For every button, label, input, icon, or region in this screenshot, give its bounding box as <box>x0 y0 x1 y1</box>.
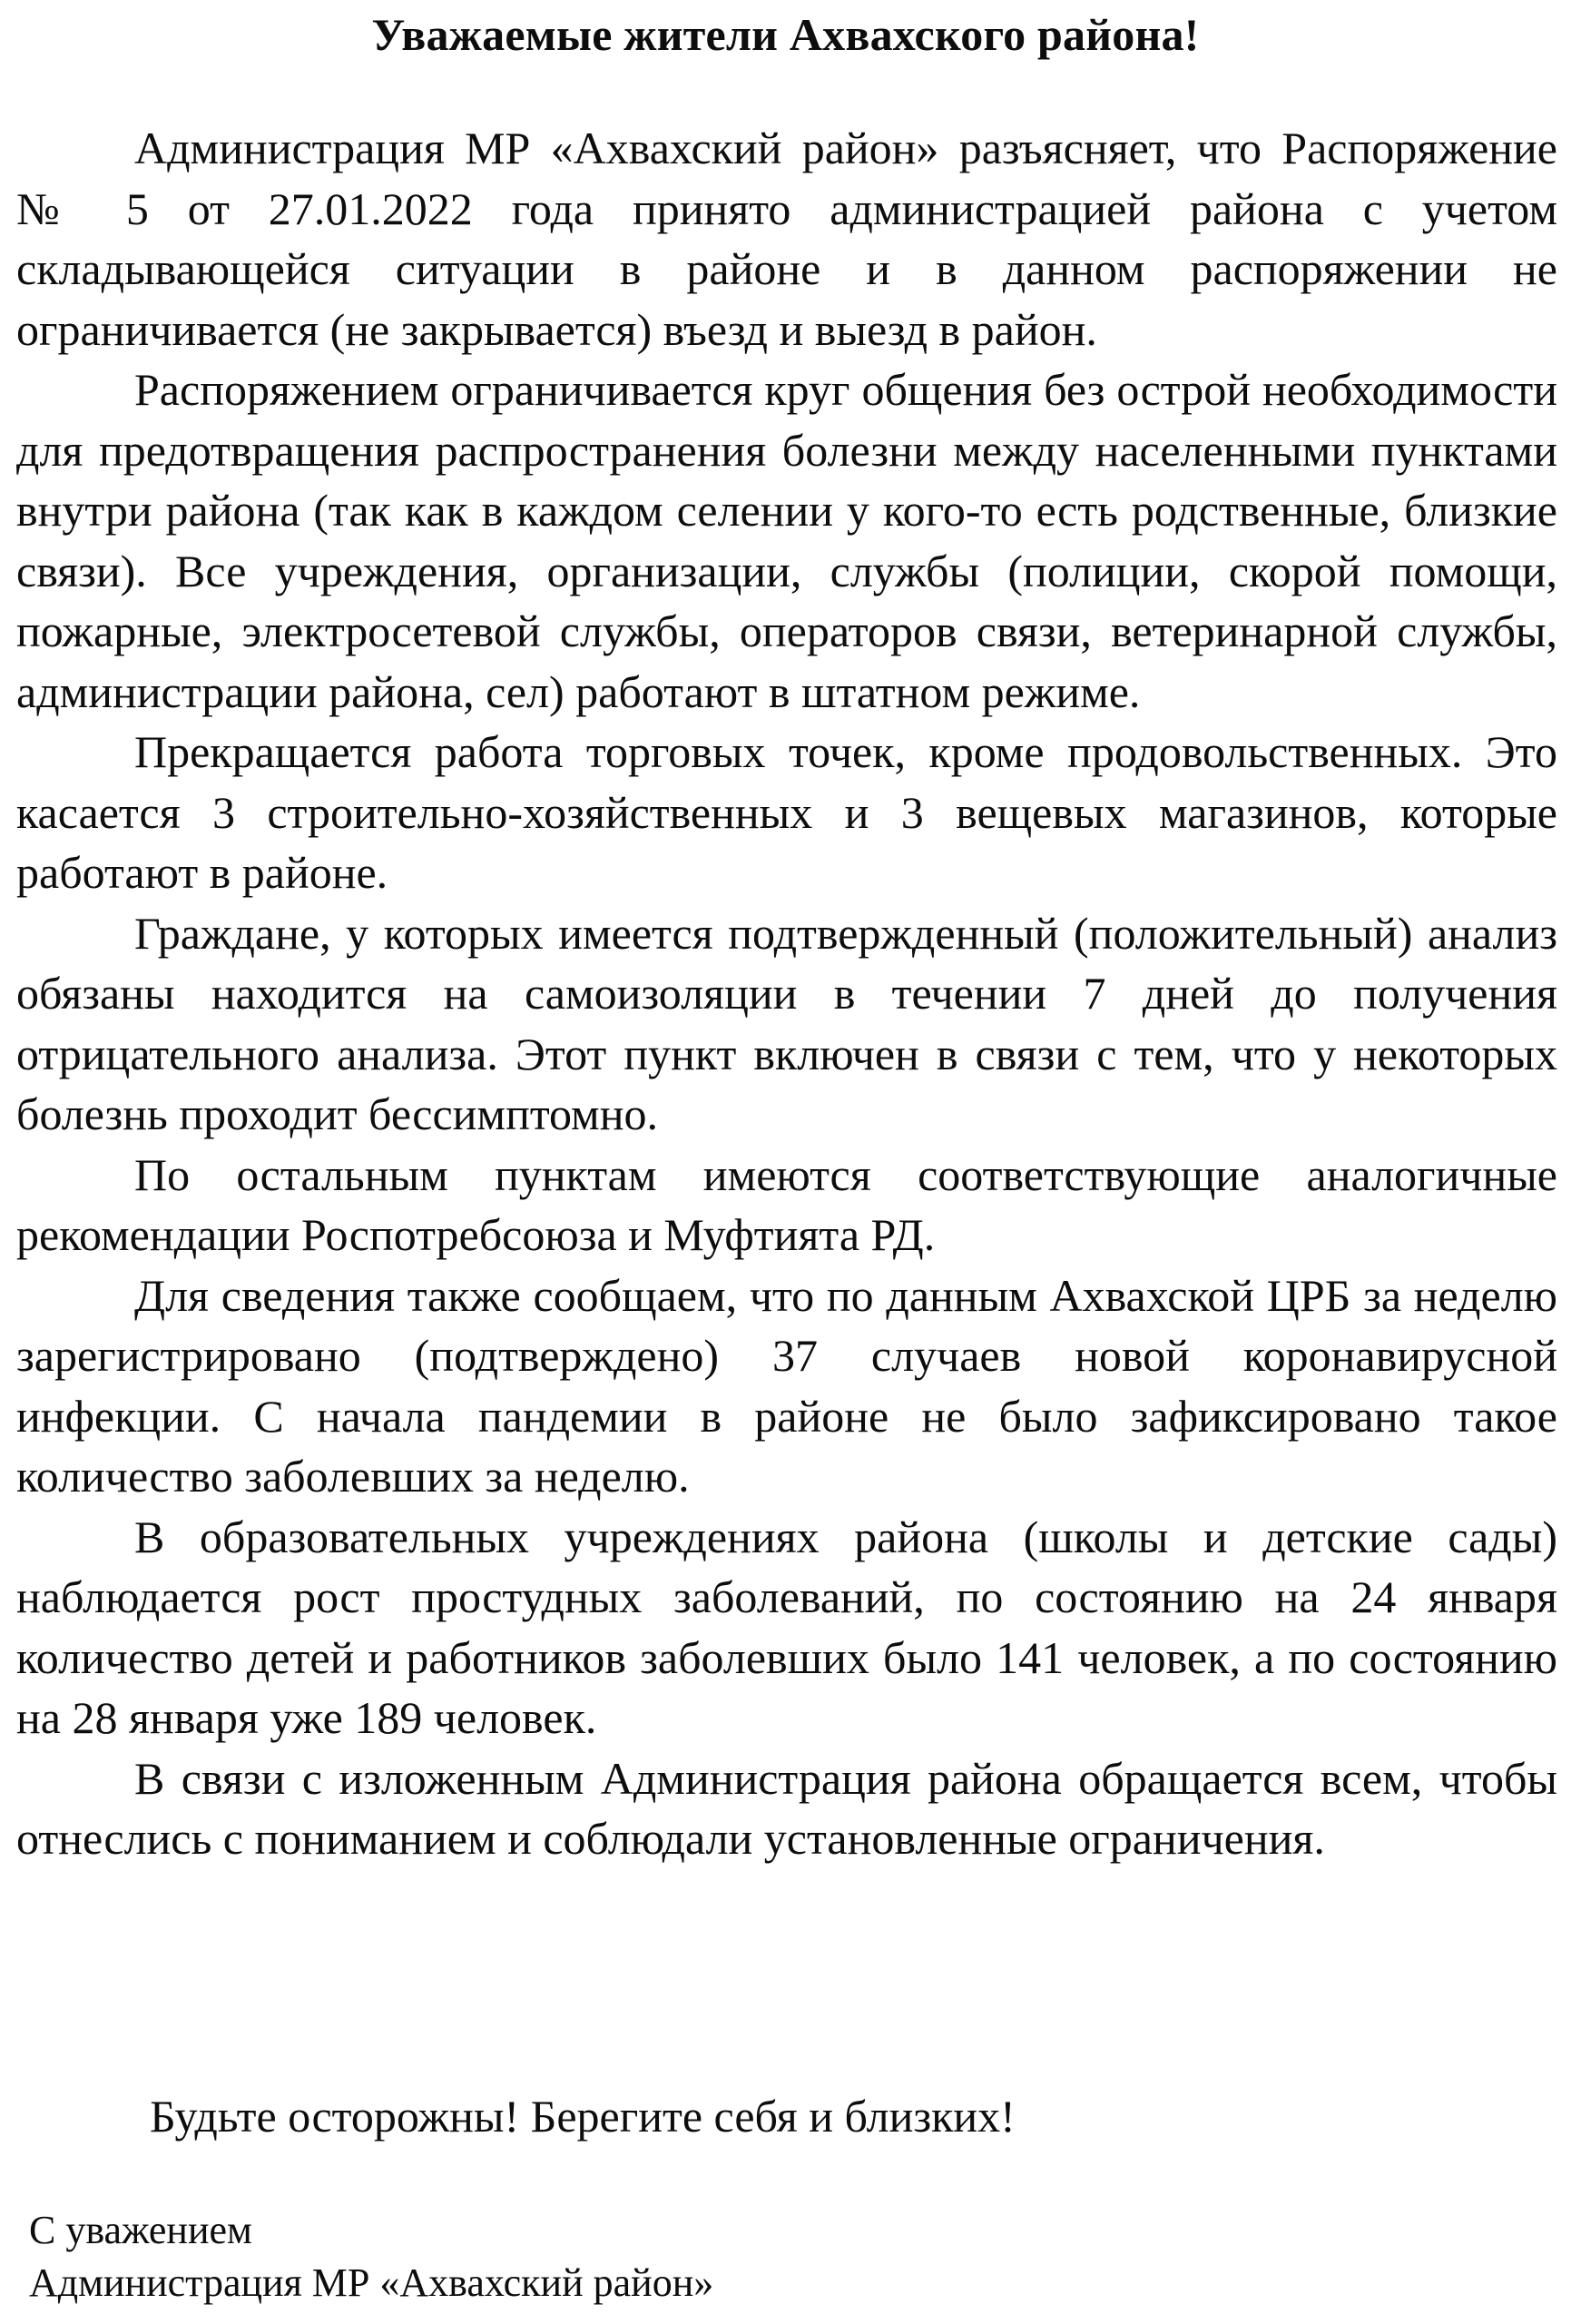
signature-greeting: С уважением <box>29 2208 252 2252</box>
paragraph-schools-illness: В образовательных учреждениях района (школы и детские сады) наблюдается рост простудных заболеваний, по состоянию на 24 января количество детей и работников заболевших было 141 человек, а по состоянию на 28 января уже 189 человек. <box>16 1511 1557 1743</box>
document-title: Уважаемые жители Ахвахского района! <box>371 9 1200 60</box>
paragraph-self-isolation: Граждане, у которых имеется подтвержденный (положительный) анализ обязаны находится на самоизоляции в течении 7 дней до получения отрицательного анализа. Этот пункт включен в связи с тем, что у некоторых болезнь проходит бессимптомно. <box>16 907 1557 1139</box>
signature-block <box>29 2204 713 2309</box>
document-body <box>16 118 1557 1869</box>
paragraph-recommendations: По остальным пунктам имеются соответствующие аналогичные рекомендации Роспотребсоюза и Муфтията РД. <box>16 1148 1557 1260</box>
paragraph-appeal: В связи с изложенным Администрация района обращается всем, чтобы отнеслись с пониманием и соблюдали установленные ограничения. <box>16 1752 1557 1864</box>
paragraph-communication-limits: Распоряжением ограничивается круг общения без острой необходимости для предотвращения распространения болезни между населенными пунктами внутри района (так как в каждом селении у кого-то есть родственные, близкие связи). Все учреждения, организации, службы (полиции, скорой помощи, пожарные, электросетевой службы, операторов связи, ветеринарной службы, администрации района, сел) работают в штатном режиме. <box>16 364 1557 717</box>
paragraph-case-statistics: Для сведения также сообщаем, что по данным Ахвахской ЦРБ за неделю зарегистрировано (подтверждено) 37 случаев новой коронавирусной инфекции. С начала пандемии в районе не было зафиксировано такое количество заболевших за неделю. <box>16 1269 1557 1502</box>
paragraph-shops-closure: Прекращается работа торговых точек, кроме продовольственных. Это касается 3 строительно-хозяйственных и 3 вещевых магазинов, которые работают в районе. <box>16 726 1557 898</box>
closing-line: Будьте осторожны! Берегите себя и близких! <box>150 2091 1016 2142</box>
paragraph-clarification: Администрация МР «Ахвахский район» разъясняет, что Распоряжение № 5 от 27.01.2022 года принято администрацией района с учетом складывающейся ситуации в районе и в данном распоряжении не ограничивается (не закрывается) въезд и выезд в район. <box>16 123 1557 355</box>
signature-organization: Администрация МР «Ахвахский район» <box>29 2260 714 2305</box>
